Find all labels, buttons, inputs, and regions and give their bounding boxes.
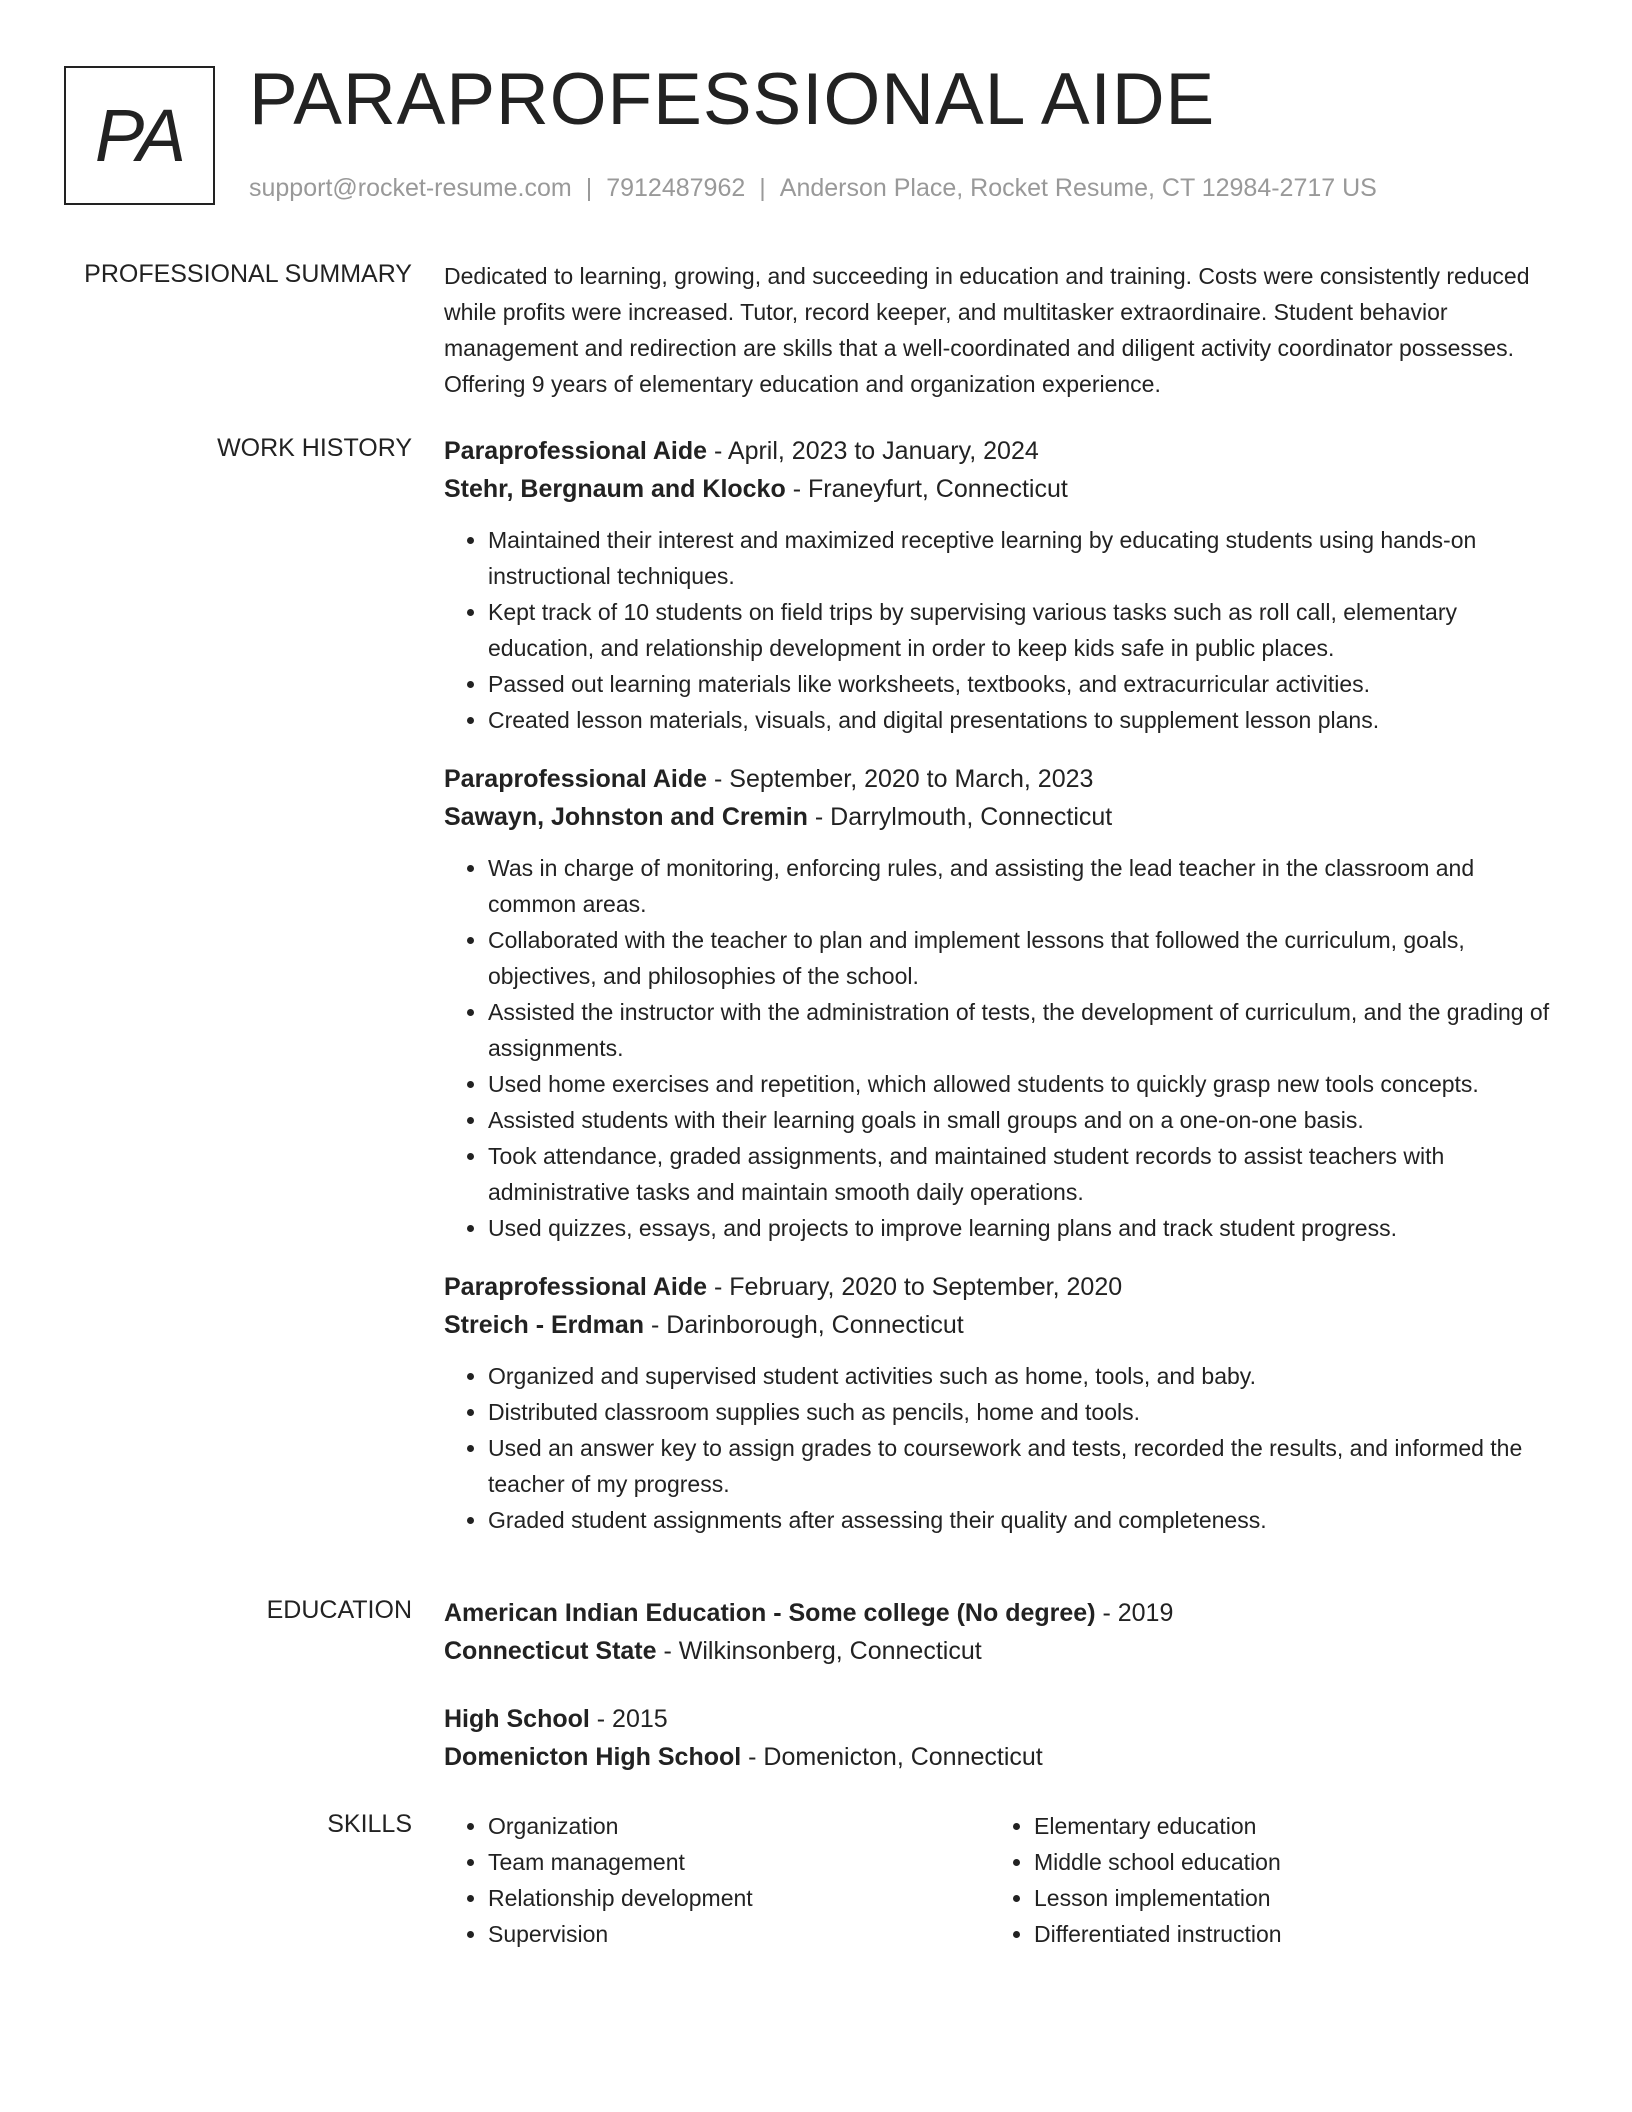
- education-degree: American Indian Education - Some college (No degree): [444, 1599, 1096, 1627]
- education-location: - Wilkinsonberg, Connecticut: [656, 1637, 982, 1665]
- skills-heading: SKILLS: [327, 1810, 412, 1838]
- job-title-line: [444, 760, 1554, 798]
- education-entry: [444, 1700, 1554, 1776]
- skills-column-left: [444, 1808, 990, 1952]
- job-entry: [444, 432, 1554, 738]
- education-degree-line: [444, 1700, 1554, 1738]
- job-bullet: • Distributed classroom supplies such as pencils, home and tools.: [488, 1394, 1554, 1430]
- monogram-box: [64, 66, 215, 205]
- contact-separator: |: [759, 174, 766, 202]
- education-year: - 2015: [589, 1705, 668, 1733]
- job-company: Streich - Erdman: [444, 1311, 645, 1339]
- job-bullet: • Used home exercises and repetition, which allowed students to quickly grasp new tools concepts.: [488, 1066, 1554, 1102]
- job-company: Sawayn, Johnston and Cremin: [444, 803, 808, 831]
- job-bullets: [444, 522, 1554, 738]
- contact-phone: 7912487962: [606, 174, 746, 202]
- job-bullet: • Used quizzes, essays, and projects to improve learning plans and track student progress.: [488, 1210, 1554, 1246]
- job-title-line: [444, 1268, 1554, 1306]
- job-entry: [444, 760, 1554, 1246]
- job-bullet: • Collaborated with the teacher to plan and implement lessons that followed the curriculum, goals, objectives, and philosophies of the school.: [488, 922, 1554, 994]
- job-company-line: [444, 470, 1554, 508]
- education-degree-line: [444, 1594, 1554, 1632]
- job-bullet: • Created lesson materials, visuals, and digital presentations to supplement lesson plans.: [488, 702, 1554, 738]
- job-company-line: [444, 798, 1554, 836]
- contact-email: support@rocket-resume.com: [249, 174, 572, 202]
- job-bullet: • Took attendance, graded assignments, and maintained student records to assist teachers with administrative tasks and maintain smooth daily operations.: [488, 1138, 1554, 1210]
- job-bullet: • Organized and supervised student activities such as home, tools, and baby.: [488, 1358, 1554, 1394]
- summary-heading: PROFESSIONAL SUMMARY: [84, 260, 412, 288]
- education-school-line: [444, 1738, 1554, 1776]
- monogram-initials: PA: [94, 93, 185, 177]
- skill-item: • Team management: [488, 1844, 990, 1880]
- education-location: - Domenicton, Connecticut: [741, 1743, 1043, 1771]
- job-bullet: • Passed out learning materials like worksheets, textbooks, and extracurricular activities.: [488, 666, 1554, 702]
- summary-text: Dedicated to learning, growing, and succeeding in education and training. Costs were consistently reduced while profits were increased. Tutor, record keeper, and multitasker extraordinaire. Student behavior management and redirection are skills that a well-coordinated and diligent activity coordinator possesses. Offering 9 years of elementary education and organization experience.: [444, 263, 1530, 397]
- job-dates: - February, 2020 to September, 2020: [707, 1273, 1123, 1301]
- education-degree: High School: [444, 1705, 590, 1733]
- contact-line: [249, 174, 1377, 203]
- job-bullet: • Kept track of 10 students on field trips by supervising various tasks such as roll call, elementary education, and relationship development in order to keep kids safe in public places.: [488, 594, 1554, 666]
- job-bullet: • Assisted the instructor with the administration of tests, the development of curriculum, and the grading of assignments.: [488, 994, 1554, 1066]
- skills-columns: [444, 1808, 1554, 1952]
- job-location: - Franeyfurt, Connecticut: [785, 475, 1068, 503]
- job-title: Paraprofessional Aide: [444, 765, 708, 793]
- education-entry: [444, 1594, 1554, 1670]
- job-bullet: • Assisted students with their learning goals in small groups and on a one-on-one basis.: [488, 1102, 1554, 1138]
- skills-column-right: [990, 1808, 1536, 1952]
- job-company-line: [444, 1306, 1554, 1344]
- job-title: Paraprofessional Aide: [444, 1273, 708, 1301]
- job-bullet: • Maintained their interest and maximized receptive learning by educating students using hands-on instructional techniques.: [488, 522, 1554, 594]
- skill-item: • Middle school education: [1034, 1844, 1536, 1880]
- skill-item: • Lesson implementation: [1034, 1880, 1536, 1916]
- education-year: - 2019: [1095, 1599, 1174, 1627]
- job-bullet: • Used an answer key to assign grades to coursework and tests, recorded the results, and informed the teacher of my progress.: [488, 1430, 1554, 1502]
- job-bullets: [444, 1358, 1554, 1538]
- resume-name: PARAPROFESSIONAL AIDE: [249, 59, 1216, 140]
- job-location: - Darrylmouth, Connecticut: [807, 803, 1113, 831]
- education-school-line: [444, 1632, 1554, 1670]
- skill-item: • Supervision: [488, 1916, 990, 1952]
- job-dates: - September, 2020 to March, 2023: [707, 765, 1094, 793]
- education-school: Domenicton High School: [444, 1743, 742, 1771]
- job-location: - Darinborough, Connecticut: [644, 1311, 964, 1339]
- education-heading: EDUCATION: [266, 1596, 412, 1624]
- skill-item: • Relationship development: [488, 1880, 990, 1916]
- work-history-heading: WORK HISTORY: [217, 434, 412, 462]
- job-bullets: [444, 850, 1554, 1246]
- job-company: Stehr, Bergnaum and Klocko: [444, 475, 786, 503]
- job-bullet: • Graded student assignments after assessing their quality and completeness.: [488, 1502, 1554, 1538]
- job-title: Paraprofessional Aide: [444, 437, 708, 465]
- job-dates: - April, 2023 to January, 2024: [707, 437, 1039, 465]
- skill-item: • Organization: [488, 1808, 990, 1844]
- job-title-line: [444, 432, 1554, 470]
- education-school: Connecticut State: [444, 1637, 657, 1665]
- contact-address: Anderson Place, Rocket Resume, CT 12984-2717 US: [779, 174, 1377, 202]
- contact-separator: |: [585, 174, 593, 202]
- job-bullet: • Was in charge of monitoring, enforcing rules, and assisting the lead teacher in the classroom and common areas.: [488, 850, 1554, 922]
- skill-item: • Differentiated instruction: [1034, 1916, 1536, 1952]
- skill-item: • Elementary education: [1034, 1808, 1536, 1844]
- job-entry: [444, 1268, 1554, 1538]
